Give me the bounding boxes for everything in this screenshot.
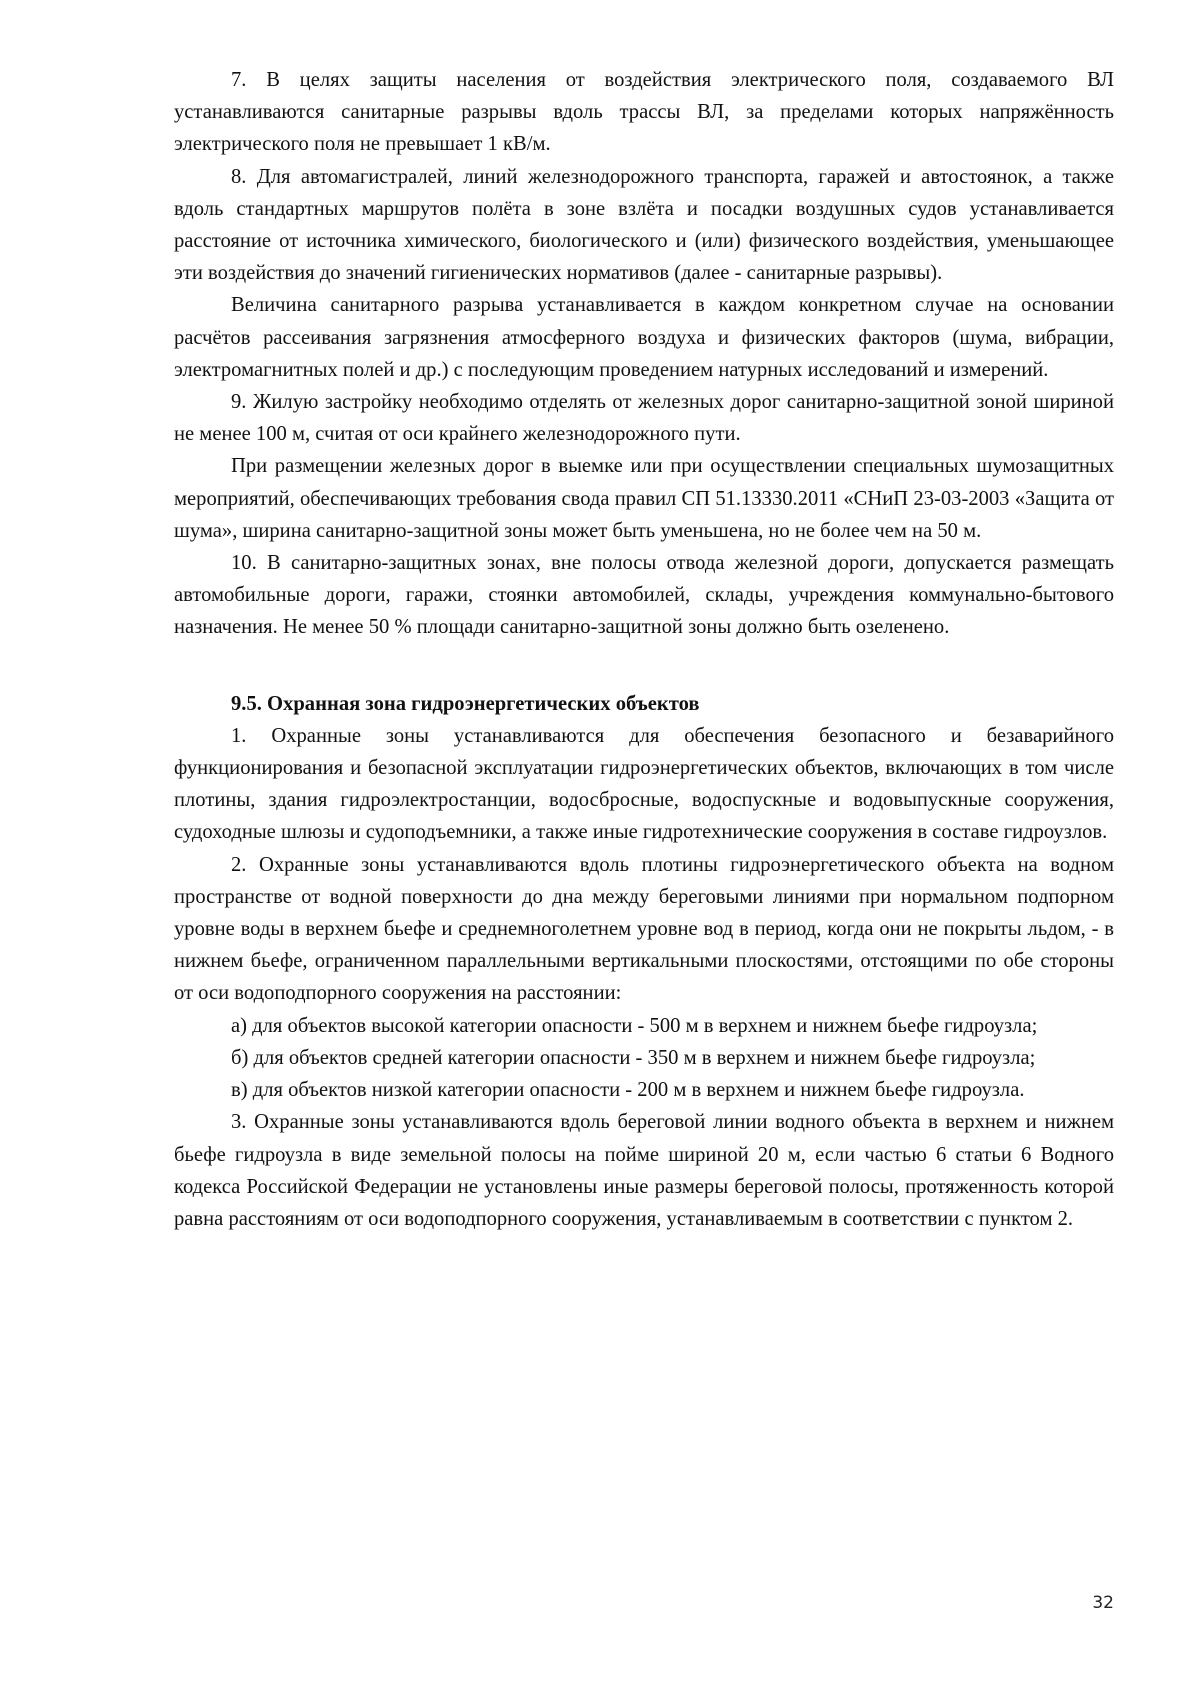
paragraph-10: 10. В санитарно-защитных зонах, вне полосы отвода железной дороги, допускается размещать автомобильные дороги, гаражи, стоянки автомобилей, склады, учреждения коммунально-бытового назначения. Не менее 50 % площади санитарно-защитной зоны должно быть озеленено. bbox=[174, 552, 1114, 639]
paragraph-8-detail: Величина санитарного разрыва устанавливается в каждом конкретном случае на основании расчётов рассеивания загрязнения атмосферного воздуха и физических факторов (шума, вибрации, электромагнитных полей и др.) с последующим проведением натурных исследований и измерений. bbox=[174, 294, 1114, 381]
paragraph-9-detail: При размещении железных дорог в выемке или при осуществлении специальных шумозащитных мероприятий, обеспечивающих требования свода правил СП 51.13330.2011 «СНиП 23-03-2003 «Защита от шума», ширина санитарно-защитной зоны может быть уменьшена, но не более чем на 50 м. bbox=[174, 455, 1114, 542]
section-paragraph-1: 1. Охранные зоны устанавливаются для обеспечения безопасного и безаварийного функционирования и безопасной эксплуатации гидроэнергетических объектов, включающих в том числе плотины, здания гидроэлектростанции, водосбросные, водоспускные и водовыпускные сооружения, судоходные шлюзы и судоподъемники, а также иные гидротехнические сооружения в составе гидроузлов. bbox=[174, 724, 1114, 844]
paragraph-8: 8. Для автомагистралей, линий железнодорожного транспорта, гаражей и автостоянок, а также вдоль стандартных маршрутов полёта в зоне взлёта и посадки воздушных судов устанавливается расстояние от источника химического, биологического и (или) физического воздействия, уменьшающее эти воздействия до значений гигиенических нормативов (далее - санитарные разрывы). bbox=[174, 165, 1114, 285]
section-paragraph-2: 2. Охранные зоны устанавливаются вдоль плотины гидроэнергетического объекта на водном пространстве от водной поверхности до дна между береговыми линиями при нормальном подпорном уровне воды в верхнем бьефе и среднемноголетнем уровне вод в период, когда они не покрыты льдом, - в нижнем бьефе, ограниченном параллельными вертикальными плоскостями, отстоящими по обе стороны от оси водоподпорного сооружения на расстоянии: bbox=[174, 853, 1114, 1005]
section-item-c: в) для объектов низкой категории опасности - 200 м в верхнем и нижнем бьефе гидроузла. bbox=[231, 1079, 1025, 1102]
section-heading: 9.5. Охранная зона гидроэнергетических объектов bbox=[231, 692, 700, 715]
paragraph-9: 9. Жилую застройку необходимо отделять от железных дорог санитарно-защитной зоной шириной не менее 100 м, считая от оси крайнего железнодорожного пути. bbox=[174, 391, 1114, 446]
paragraph-7: 7. В целях защиты населения от воздействия электрического поля, создаваемого ВЛ устанавливаются санитарные разрывы вдоль трассы ВЛ, за пределами которых напряжённость электрического поля не превышает 1 кВ/м. bbox=[174, 69, 1114, 156]
section-item-b: б) для объектов средней категории опасности - 350 м в верхнем и нижнем бьефе гидроузла; bbox=[231, 1046, 1036, 1069]
page-number: 32 bbox=[1092, 1593, 1114, 1613]
section-item-a: а) для объектов высокой категории опасности - 500 м в верхнем и нижнем бьефе гидроузла; bbox=[231, 1014, 1038, 1037]
section-spacer bbox=[174, 644, 1114, 688]
document-page bbox=[174, 64, 1114, 1235]
section-paragraph-3: 3. Охранные зоны устанавливаются вдоль береговой линии водного объекта в верхнем и нижнем бьефе гидроузла в виде земельной полосы на пойме шириной 20 м, если частью 6 статьи 6 Водного кодекса Российской Федерации не установлены иные размеры береговой полосы, протяженность которой равна расстояниям от оси водоподпорного сооружения, устанавливаемым в соответствии с пунктом 2. bbox=[174, 1111, 1114, 1230]
